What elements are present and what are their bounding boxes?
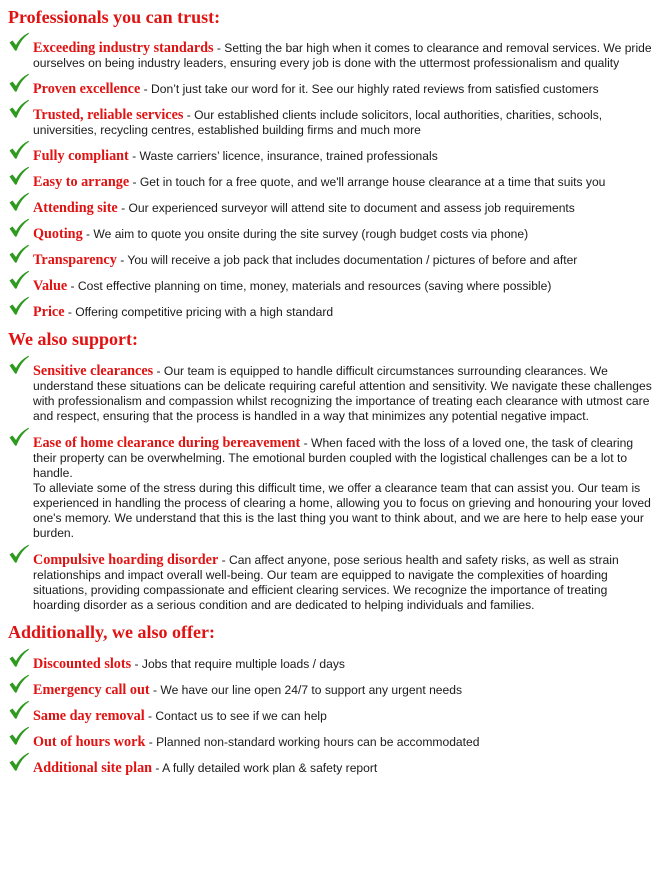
item-text: - Our team is equipped to handle difficult circumstances surrounding clearances. We understand these situations can be delicate requiring careful attention and sensitivity. We navigate these challenges with professionalism and compassion whilst recognizing the importance of treating each clearance with utmost care and respect, ensuring that the process is handled in a way that minimizes any potential negative impact. [33, 364, 652, 423]
item-text: - Setting the bar high when it comes to clearance and removal services. We pride ourselves on being industry leaders, ensuring every job is done with the uttermost professionalism and quality [33, 41, 652, 70]
list-item [8, 149, 652, 164]
item-text: - Jobs that require multiple loads / days [131, 657, 345, 671]
checkmark-icon [8, 427, 30, 447]
checkmark-icon [8, 674, 30, 694]
checkmark-icon [8, 270, 30, 290]
item-text: - When faced with the loss of a loved one, the task of clearing their property can be overwhelming. The emotional burden coupled with the logistical challenges can be a lot to handle. [33, 436, 634, 480]
item-term: Ease of home clearance during bereavement [33, 435, 301, 451]
list-item [8, 657, 652, 672]
item-text: - You will receive a job pack that includes documentation / pictures of before and after [116, 253, 578, 267]
item-term: Out of hours work [33, 734, 146, 750]
checkmark-icon [8, 73, 30, 93]
item-term: Transparency [33, 252, 117, 268]
item-term: Compulsive hoarding disorder [33, 552, 219, 568]
checkmark-icon [8, 99, 30, 119]
checkmark-icon [8, 32, 30, 52]
section-title-professionals: Professionals you can trust: [8, 7, 221, 27]
checkmark-icon [8, 700, 30, 720]
item-text: - Our experienced surveyor will attend site to document and assess job requirements [117, 201, 575, 215]
checkmark-icon [8, 296, 30, 316]
item-term: Sensitive clearances [33, 363, 154, 379]
checkmark-icon [8, 726, 30, 746]
list-item [8, 436, 652, 541]
professionals-list [8, 41, 652, 320]
section-title-additional: Additionally, we also offer: [8, 622, 215, 642]
item-term: Fully compliant [33, 148, 129, 164]
item-term: Easy to arrange [33, 174, 130, 190]
item-term: Price [33, 304, 65, 320]
item-text: - A fully detailed work plan & safety report [152, 761, 378, 775]
checkmark-icon [8, 166, 30, 186]
item-text: - Contact us to see if we can help [144, 709, 327, 723]
checkmark-icon [8, 648, 30, 668]
checkmark-icon [8, 752, 30, 772]
list-item [8, 761, 652, 776]
item-text: - Planned non-standard working hours can be accommodated [145, 735, 480, 749]
item-term: Quoting [33, 226, 83, 242]
list-item [8, 683, 652, 698]
item-text: - We aim to quote you onsite during the site survey (rough budget costs via phone) [82, 227, 529, 241]
checkmark-icon [8, 218, 30, 238]
item-term: Exceeding industry standards [33, 40, 214, 56]
item-text: - Cost effective planning on time, money, materials and resources (saving where possible) [67, 279, 552, 293]
item-text: - Our established clients include solicitors, local authorities, charities, schools, universities, recycling centres, established building firms and much more [33, 108, 603, 137]
checkmark-icon [8, 192, 30, 212]
item-term: Additional site plan [33, 760, 153, 776]
item-text: - Can affect anyone, pose serious health and safety risks, as well as strain relationships and impact overall well-being. Our team are equipped to navigate the complexities of hoarding situations, providing compassionate and efficient clearing services. We recognize the importance of treating hoarding disorder as a serious condition and are dedicated to helping individuals and families. [33, 553, 619, 612]
item-text-continued: To alleviate some of the stress during this difficult time, we offer a clearance team that can assist you. Our team is experienced in handling the process of clearing a home, allowing you to focus on grieving and honouring your loved one's memory. We understand that this is the last thing you want to think about, and we are here to help ease your burden. [33, 481, 651, 540]
item-text: - Don’t just take our word for it. See our highly rated reviews from satisfied customers [140, 82, 599, 96]
list-item [8, 41, 652, 71]
checkmark-icon [8, 140, 30, 160]
item-text: - Waste carriers’ licence, insurance, trained professionals [128, 149, 438, 163]
additional-list [8, 657, 652, 776]
list-item [8, 175, 652, 190]
list-item [8, 82, 652, 97]
list-item [8, 553, 652, 613]
list-item [8, 735, 652, 750]
item-term: Trusted, reliable services [33, 107, 184, 123]
item-term: Same day removal [33, 708, 145, 724]
list-item [8, 227, 652, 242]
checkmark-icon [8, 244, 30, 264]
item-term: Emergency call out [33, 682, 150, 698]
checkmark-icon [8, 544, 30, 564]
list-item [8, 364, 652, 424]
item-term: Proven excellence [33, 81, 141, 97]
list-item [8, 305, 652, 320]
item-term: Value [33, 278, 68, 294]
list-item [8, 709, 652, 724]
list-item [8, 201, 652, 216]
list-item [8, 108, 652, 138]
section-title-support: We also support: [8, 329, 139, 349]
item-text: - Get in touch for a free quote, and we'll arrange house clearance at a time that suits you [129, 175, 606, 189]
item-text: - Offering competitive pricing with a high standard [64, 305, 334, 319]
item-term: Attending site [33, 200, 118, 216]
support-list [8, 364, 652, 613]
list-item [8, 253, 652, 268]
checkmark-icon [8, 355, 30, 375]
item-text: - We have our line open 24/7 to support any urgent needs [149, 683, 463, 697]
item-term: Discounted slots [33, 656, 132, 672]
list-item [8, 279, 652, 294]
